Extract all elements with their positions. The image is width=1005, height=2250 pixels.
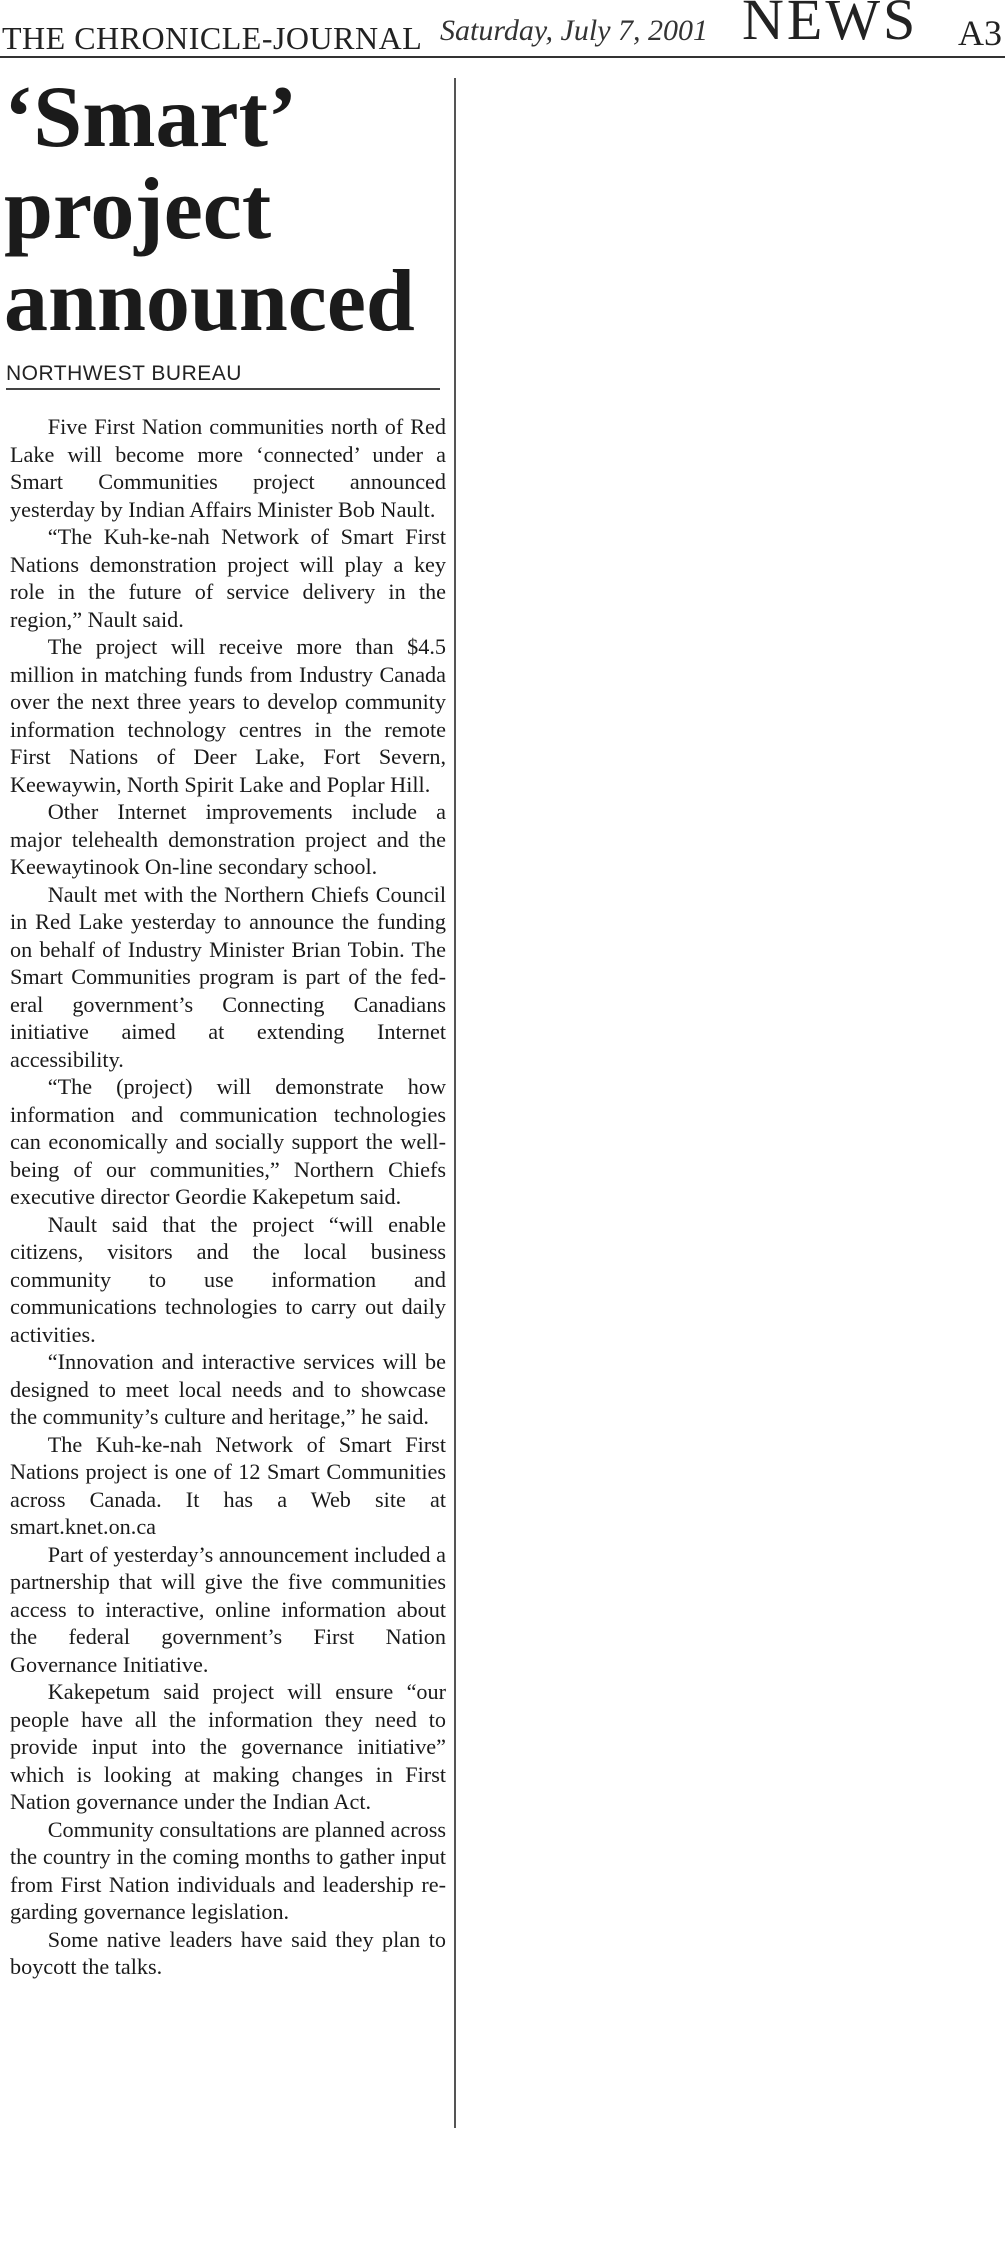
masthead-divider xyxy=(0,56,1005,58)
article-paragraph: Nault met with the Northern Chiefs Council in Red Lake yesterday to announce the funding on behalf of Industry Minister Brian Tobin. The Smart Communities program is part of the federal government’s Connecting Canadians initiative aimed at extending Internet accessibility. xyxy=(10,881,446,1072)
byline-divider xyxy=(6,388,440,390)
column-divider xyxy=(454,78,456,2128)
newspaper-name: THE CHRONICLE-JOURNAL xyxy=(2,20,423,56)
article-paragraph: Community consultations are planned across the country in the coming months to gather input from First Nation individuals and leadership regarding governance legislation. xyxy=(10,1816,446,1924)
article-paragraph: Five First Nation communities north of Red Lake will become more ‘connected’ under a Smart Communities project announced yesterday by Indian Affairs Minister Bob Nault. xyxy=(10,414,446,522)
publication-date: Saturday, July 7, 2001 xyxy=(440,14,709,47)
article-body xyxy=(10,413,446,1981)
article-paragraph: The Kuh-ke-nah Network of Smart First Nations project is one of 12 Smart Communities across Canada. It has a Web site at smart.knet.on.ca xyxy=(10,1431,446,1539)
masthead xyxy=(0,0,1005,60)
page-number: A3 xyxy=(958,13,1002,53)
section-name: NEWS xyxy=(742,0,919,52)
article-paragraph: Part of yesterday’s announcement included a partnership that will give the five communities access to interactive, online information about the federal government’s First Nation Governance Initiative. xyxy=(10,1541,446,1677)
article-paragraph: Nault said that the project “will enable citizens, visitors and the local business community to use information and communications technologies to carry out daily activities. xyxy=(10,1211,446,1347)
article-paragraph: “The Kuh-ke-nah Network of Smart First Nations demonstration project will play a key role in the future of service delivery in the region,” Nault said. xyxy=(10,524,446,632)
article-paragraph: The project will receive more than $4.5 million in matching funds from Industry Canada over the next three years to develop community information technology centres in the remote First Nations of Deer Lake, Fort Severn, Keewaywin, North Spirit Lake and Poplar Hill. xyxy=(10,634,446,797)
article-paragraph: Some native leaders have said they plan to boycott the talks. xyxy=(10,1926,446,1979)
article-paragraph: Kakepetum said project will ensure “our people have all the information they need to provide input into the governance initiative” which is looking at making changes in First Nation governance under the Indian Act. xyxy=(10,1679,446,1814)
article-paragraph: Other Internet improvements include a major telehealth demonstration project and the Keewaytinook On-line secondary school. xyxy=(10,799,446,879)
article-headline: ‘Smart’ project announced xyxy=(4,69,415,350)
article-paragraph: “The (project) will demonstrate how information and communication technologies can economically and socially support the well-being of our communities,” Northern Chiefs executive director Geordie Kakepetum said. xyxy=(10,1074,446,1209)
article-byline: NORTHWEST BUREAU xyxy=(6,362,242,385)
article-paragraph: “Innovation and interactive services will be designed to meet local needs and to showcase the community’s culture and heritage,” he said. xyxy=(10,1349,446,1429)
